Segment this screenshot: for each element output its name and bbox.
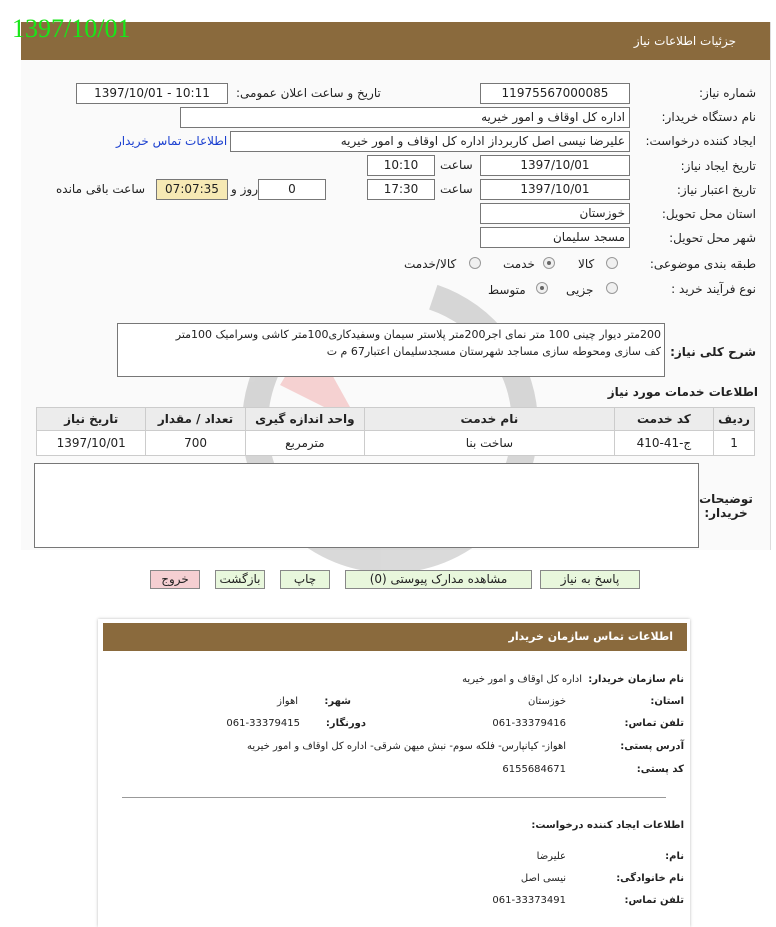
fax-label: دورنگار:	[325, 718, 366, 729]
org-label: نام سازمان خریدار:	[588, 674, 684, 685]
services-table	[36, 407, 755, 456]
category-option-both: کالا/خدمت	[404, 257, 457, 271]
city-field: مسجد سلیمان	[480, 227, 630, 248]
creator-title: اطلاعات ایجاد کننده درخواست:	[531, 820, 684, 831]
date-stamp: 1397/10/01	[12, 14, 131, 43]
process-radio-minor[interactable]	[606, 282, 618, 294]
cell-qty: 700	[146, 431, 245, 456]
address-label: آدرس پستی:	[620, 741, 684, 752]
notes-label: توضیحات خریدار:	[699, 492, 753, 520]
city-label: شهر محل تحویل:	[669, 231, 756, 245]
created-time-field: 10:10	[367, 155, 435, 176]
need-number-label: شماره نیاز:	[699, 86, 756, 100]
page-header	[21, 22, 770, 60]
col-name: نام خدمت	[365, 408, 615, 431]
creator-phone-value: 061-33373491	[492, 895, 566, 906]
contact-card	[98, 619, 690, 927]
created-date-field: 1397/10/01	[480, 155, 630, 176]
category-radio-service[interactable]	[543, 257, 555, 269]
creator-phone-label: تلفن تماس:	[624, 895, 684, 906]
category-option-service: خدمت	[503, 257, 535, 271]
description-line-1: 200متر دیوار چینی 100 متر نمای اجر200متر پلاستر سیمان وسفیدکاری100متر کاشی وسرامیک 100متر	[175, 328, 661, 341]
services-title: اطلاعات خدمات مورد نیاز	[607, 385, 758, 399]
reply-button[interactable]: پاسخ به نیاز	[540, 570, 640, 589]
name-label: نام:	[665, 851, 684, 862]
cell-code: ج-41-410	[614, 431, 713, 456]
cell-row: 1	[714, 431, 755, 456]
col-row: ردیف	[714, 408, 755, 431]
announce-field: 1397/10/01 - 10:11	[76, 83, 228, 104]
buyer-org-label: نام دستگاه خریدار:	[661, 110, 756, 124]
remaining-field: 07:07:35	[156, 179, 228, 200]
requester-label: ایجاد کننده درخواست:	[645, 134, 756, 148]
contact-header	[103, 623, 687, 651]
postal-label: کد پستی:	[636, 764, 684, 775]
cell-unit: مترمربع	[245, 431, 364, 456]
description-box	[117, 323, 665, 377]
need-number-field: 11975567000085	[480, 83, 630, 104]
valid-label: تاریخ اعتبار نیاز:	[676, 183, 756, 197]
phone-value: 061-33379416	[492, 718, 566, 729]
family-label: نام خانوادگی:	[616, 873, 684, 884]
days-label: روز و	[231, 182, 258, 196]
cell-date: 1397/10/01	[37, 431, 146, 456]
province-contact-label: استان:	[650, 696, 684, 707]
city-contact-value: اهواز	[277, 696, 298, 707]
contact-title: اطلاعات تماس سازمان خریدار	[508, 630, 673, 643]
process-option-minor: جزیی	[566, 283, 594, 297]
phone-label: تلفن تماس:	[624, 718, 684, 729]
page-title: جزئیات اطلاعات نیاز	[633, 34, 736, 48]
province-field: خوزستان	[480, 203, 630, 224]
fax-value: 061-33379415	[226, 718, 300, 729]
services-header-row	[37, 408, 755, 431]
process-radio-medium[interactable]	[536, 282, 548, 294]
col-qty: تعداد / مقدار	[146, 408, 245, 431]
category-label: طبقه بندی موضوعی:	[649, 257, 756, 271]
city-contact-label: شهر:	[324, 696, 351, 707]
category-radio-both[interactable]	[469, 257, 481, 269]
valid-time-label: ساعت	[440, 182, 473, 196]
table-row	[37, 431, 755, 456]
postal-value: 6155684671	[502, 764, 566, 775]
days-field: 0	[258, 179, 326, 200]
docs-button[interactable]: مشاهده مدارک پیوستی (0)	[345, 570, 532, 589]
col-unit: واحد اندازه گیری	[245, 408, 364, 431]
contact-divider	[122, 797, 666, 798]
created-time-label: ساعت	[440, 158, 473, 172]
col-date: تاریخ نیاز	[37, 408, 146, 431]
category-radio-goods[interactable]	[606, 257, 618, 269]
col-code: کد خدمت	[614, 408, 713, 431]
exit-button[interactable]: خروج	[150, 570, 200, 589]
category-option-goods: کالا	[578, 257, 595, 271]
family-value: نیسی اصل	[520, 873, 566, 884]
created-label: تاریخ ایجاد نیاز:	[680, 159, 756, 173]
cell-name: ساخت بنا	[365, 431, 615, 456]
province-label: استان محل تحویل:	[661, 207, 756, 221]
valid-date-field: 1397/10/01	[480, 179, 630, 200]
notes-box[interactable]	[34, 463, 699, 548]
requester-field: علیرضا نیسی اصل کاربرداز اداره کل اوقاف و امور خیریه	[230, 131, 630, 152]
buyer-contact-link[interactable]: اطلاعات تماس خریدار	[116, 134, 228, 148]
address-value: اهواز- کیانپارس- فلکه سوم- نبش میهن شرقی- اداره کل اوقاف و امور خیریه	[246, 741, 566, 752]
print-button[interactable]: چاپ	[280, 570, 330, 589]
description-label: شرح کلی نیاز:	[670, 345, 756, 359]
back-button[interactable]: بازگشت	[215, 570, 265, 589]
remaining-label: ساعت باقی مانده	[56, 182, 146, 196]
process-option-medium: متوسط	[488, 283, 526, 297]
name-value: علیرضا	[536, 851, 566, 862]
description-line-2: کف سازی ومحوطه سازی مساجد شهرستان مسجدسلیمان اعتبار67 م ت	[326, 345, 661, 358]
org-value: اداره کل اوقاف و امور خیریه	[462, 674, 582, 685]
buyer-org-field: اداره کل اوقاف و امور خیریه	[180, 107, 630, 128]
valid-time-field: 17:30	[367, 179, 435, 200]
process-label: نوع فرآیند خرید :	[671, 282, 756, 296]
announce-label: تاریخ و ساعت اعلان عمومی:	[236, 86, 381, 100]
province-contact-value: خوزستان	[528, 696, 566, 707]
